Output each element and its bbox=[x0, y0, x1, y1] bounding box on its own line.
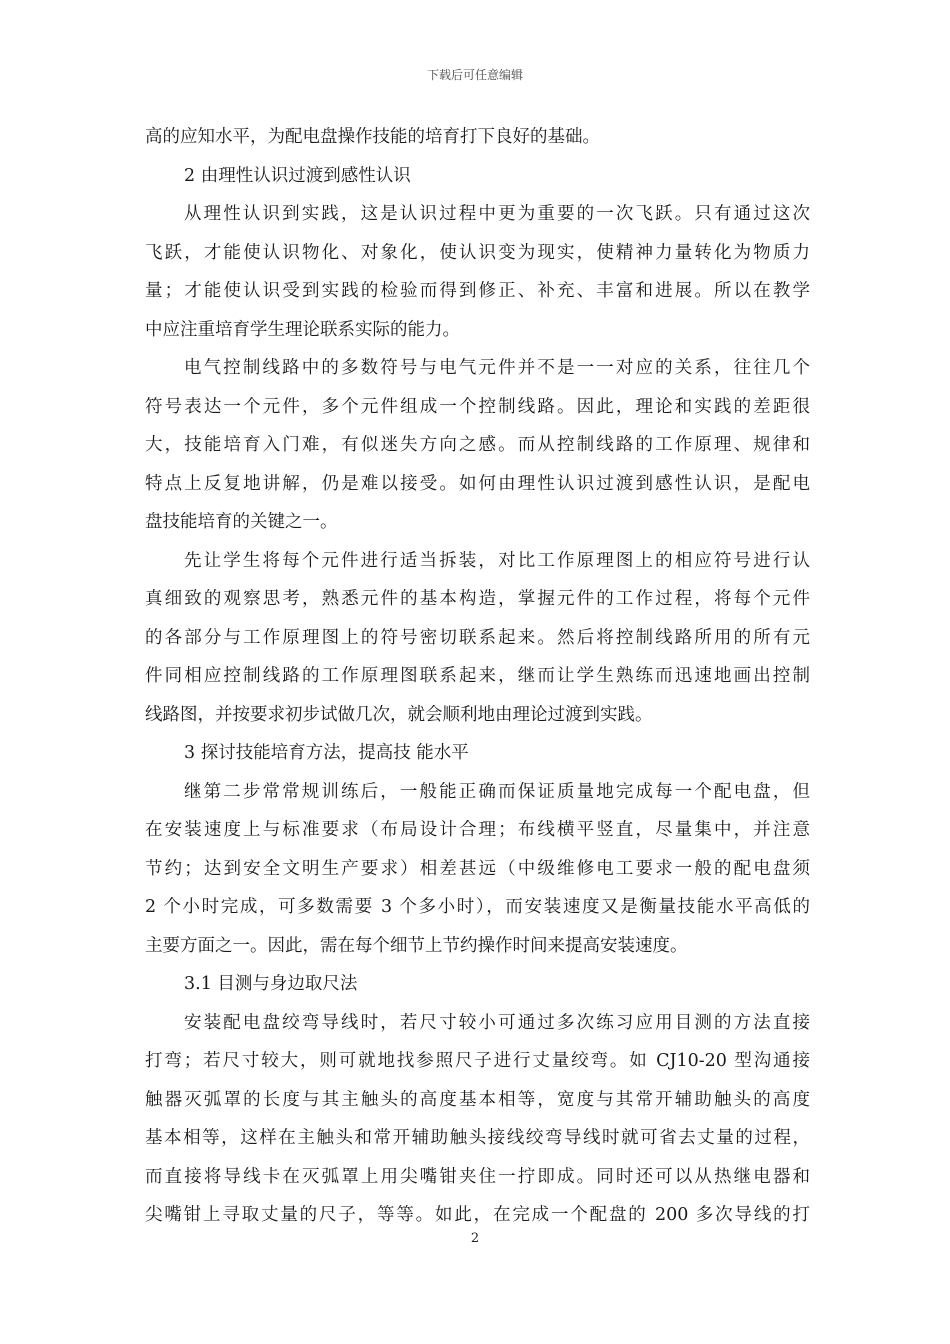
text-line: 尖嘴钳上寻取丈量的尺子，等等。如此，在完成一个配盘的 200 多次导线的打 bbox=[145, 1205, 810, 1225]
text-line: 打弯；若尺寸较大，则可就地找参照尺子进行丈量绞弯。如 CJ10-20 型沟通接 bbox=[145, 1051, 810, 1071]
text-line: 盘技能培育的关键之一。 bbox=[145, 512, 338, 532]
text-line: 2 个小时完成，可多数需要 3 个多小时），而安装速度又是衡量技能水平高低的 bbox=[145, 897, 810, 917]
text-line: 中应注重培育学生理论联系实际的能力。 bbox=[145, 319, 460, 340]
text-line: 主要方面之一。因此，需在每个细节上节约操作时间来提高安装速度。 bbox=[145, 935, 688, 956]
document-body bbox=[145, 118, 810, 1235]
page-header: 下载后可任意编辑 bbox=[426, 68, 523, 82]
text-line: 大，技能培育入门难，有似迷失方向之感。而从控制线路的工作原理、规律和 bbox=[145, 435, 810, 455]
text-line: 飞跃，才能使认识物化、对象化，使认识变为现实，使精神力量转化为物质力 bbox=[145, 242, 810, 263]
text-line: 的各部分与工作原理图上的符号密切联系起来。然后将控制线路所用的所有元 bbox=[145, 627, 810, 648]
text-line: 安装配电盘绞弯导线时，若尺寸较小可通过多次练习应用目测的方法直接 bbox=[184, 1012, 810, 1033]
text-line: 符号表达一个元件，多个元件组成一个控制线路。因此，理论和实践的差距很 bbox=[145, 396, 810, 417]
text-line: 特点上反复地讲解，仍是难以接受。如何由理性认识过渡到感性认识，是配电 bbox=[145, 473, 810, 494]
page-number: 2 bbox=[470, 1231, 480, 1246]
section-heading: 2 由理性认识过渡到感性认识 bbox=[184, 165, 411, 186]
text-line: 从理性认识到实践，这是认识过程中更为重要的一次飞跃。只有通过这次 bbox=[184, 204, 810, 224]
text-line: 件同相应控制线路的工作原理图联系起来，继而让学生熟练而迅速地画出控制 bbox=[145, 666, 810, 686]
text-line: 量；才能使认识受到实践的检验而得到修正、补充、丰富和进展。所以在教学 bbox=[145, 281, 810, 301]
text-line: 基本相等，这样在主触头和常开辅助触头接线绞弯导线时就可省去丈量的过程， bbox=[145, 1128, 810, 1148]
text-line: 节约；达到安全文明生产要求）相差甚远（中级维修电工要求一般的配电盘须 bbox=[145, 858, 810, 879]
text-line: 线路图，并按要求初步试做几次，就会顺利地由理论过渡到实践。 bbox=[145, 704, 653, 725]
subsection-heading: 3.1 目测与身边取尺法 bbox=[184, 974, 358, 994]
text-line: 触器灭弧罩的长度与其主触头的高度基本相等，宽度与其常开辅助触头的高度 bbox=[145, 1089, 810, 1110]
text-line: 在安装速度上与标准要求（布局设计合理；布线横平竖直，尽量集中，并注意 bbox=[145, 820, 810, 840]
text-line: 而直接将导线卡在灭弧罩上用尖嘴钳夹住一拧即成。同时还可以从热继电器和 bbox=[145, 1166, 810, 1187]
text-line: 真细致的观察思考，熟悉元件的基本构造，掌握元件的工作过程，将每个元件 bbox=[145, 589, 810, 609]
text-line: 电气控制线路中的多数符号与电气元件并不是一一对应的关系，往往几个 bbox=[184, 358, 810, 378]
text-line: 继第二步常常规训练后，一般能正确而保证质量地完成每一个配电盘，但 bbox=[184, 781, 810, 802]
text-line: 先让学生将每个元件进行适当拆装，对比工作原理图上的相应符号进行认 bbox=[184, 550, 810, 571]
text-line: 高的应知水平，为配电盘操作技能的培育打下良好的基础。 bbox=[145, 127, 600, 147]
section-heading: 3 探讨技能培育方法，提高技 能水平 bbox=[184, 743, 469, 763]
